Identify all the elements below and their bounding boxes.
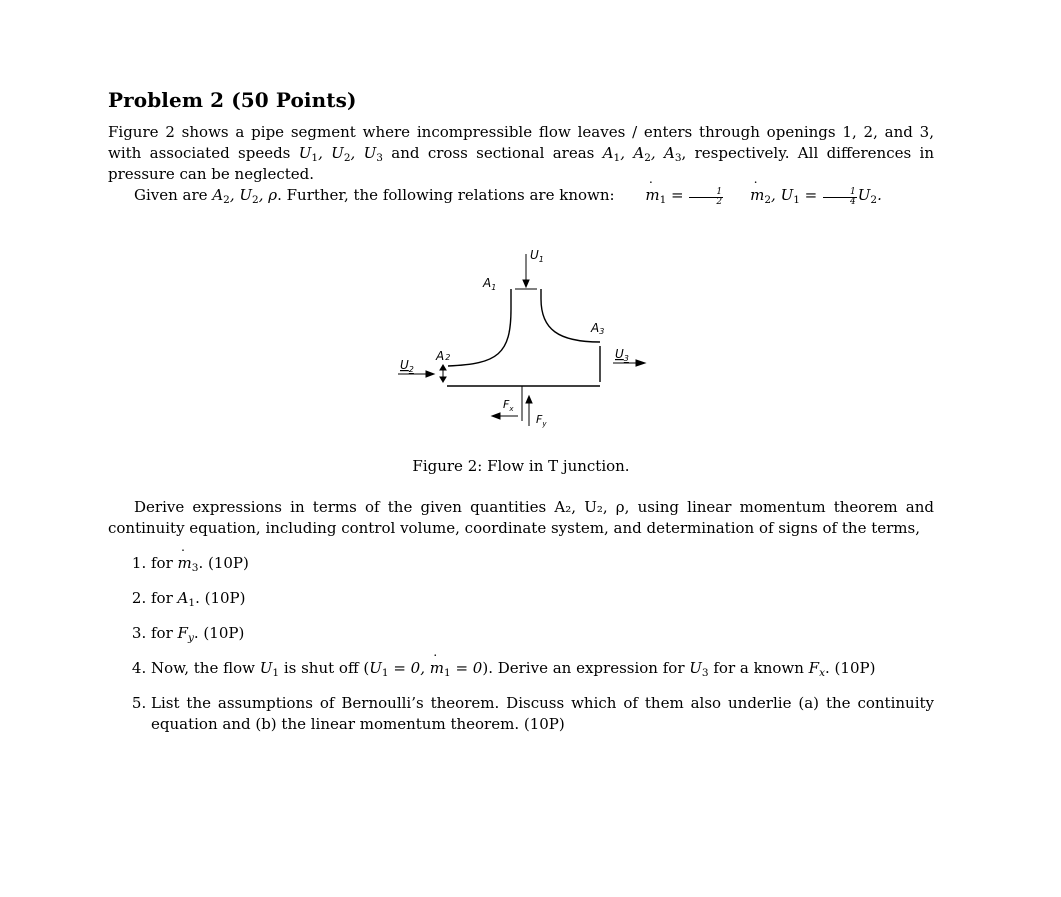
- given-text-1: Given are: [134, 186, 213, 204]
- label-fx: $F_x$: [503, 398, 514, 413]
- intro-text-3: , respectively. All differences in pressure can be neglected.: [108, 144, 934, 183]
- problem-title: Problem 2 (50 Points): [108, 88, 357, 112]
- fy-arrowhead: [526, 396, 532, 403]
- given-paragraph: [108, 185, 934, 207]
- intro-paragraph: [108, 122, 934, 185]
- math-speeds: $U_1$, $U_2$, $U_3$: [298, 144, 383, 164]
- task-item-3: 3. for $F_y$. (10P): [151, 623, 934, 644]
- label-u3: $U_3$: [615, 347, 629, 363]
- fx-arrowhead: [492, 413, 500, 419]
- pipe-left-wall: [448, 289, 511, 366]
- label-u2: $U_2$: [400, 358, 414, 374]
- task-item-1: 1. for ˙ $m_3$. (10P): [151, 553, 934, 574]
- task-item-4: 4. Now, the flow $U_1$ is shut off ($U_1 = 0$, ˙ $m_1 = 0$). Derive an expression for $U_3$ for a known $F_x$. (10P): [151, 658, 934, 679]
- label-a2: A2: [436, 349, 451, 363]
- u3-arrowhead: [636, 360, 645, 366]
- given-text-2: . Further, the following relations are known:: [277, 186, 620, 204]
- intro-text-1: Figure 2 shows a pipe segment where incompressible flow leaves / enters through openings 1, 2, and 3, with associated speeds: [108, 123, 934, 162]
- label-fy: $F_y$: [536, 413, 547, 428]
- u2-arrowhead: [426, 371, 434, 377]
- page: [108, 88, 934, 749]
- task-item-5: 5. List the assumptions of Bernoulli’s theorem. Discuss which of them also underlie (a) the continuity equation and (b) the linear momentum theorem. (10P): [151, 693, 934, 735]
- label-u1: $U_1$: [530, 248, 544, 264]
- math-areas: $A_1$, $A_2$, $A_3$: [602, 144, 682, 164]
- u1-arrowhead: [523, 280, 529, 287]
- label-a1: $A_1$: [483, 276, 497, 292]
- label-a3: A3: [591, 321, 605, 336]
- task-item-2: 2. for $A_1$. (10P): [151, 588, 934, 609]
- math-given: $A_2$, $U_2$, ρ: [212, 186, 278, 206]
- figure-t-junction: [108, 229, 934, 449]
- figure-caption: Figure 2: Flow in T junction.: [412, 457, 630, 475]
- math-relation-mass: ˙ $m_1$ = $\frac{1}{2}$ ˙ $m_2$, $U_1$ = $\frac{1}{4}$ $U_2$.: [619, 186, 882, 204]
- task-list: [108, 553, 934, 735]
- task-intro: Derive expressions in terms of the given quantities A₂, U₂, ρ, using linear momentum theorem and continuity equation, including control volume, coordinate system, and determination of signs of the terms,: [108, 498, 934, 537]
- t-junction-diagram: [388, 229, 658, 428]
- intro-text-2: and cross sectional areas: [382, 144, 603, 162]
